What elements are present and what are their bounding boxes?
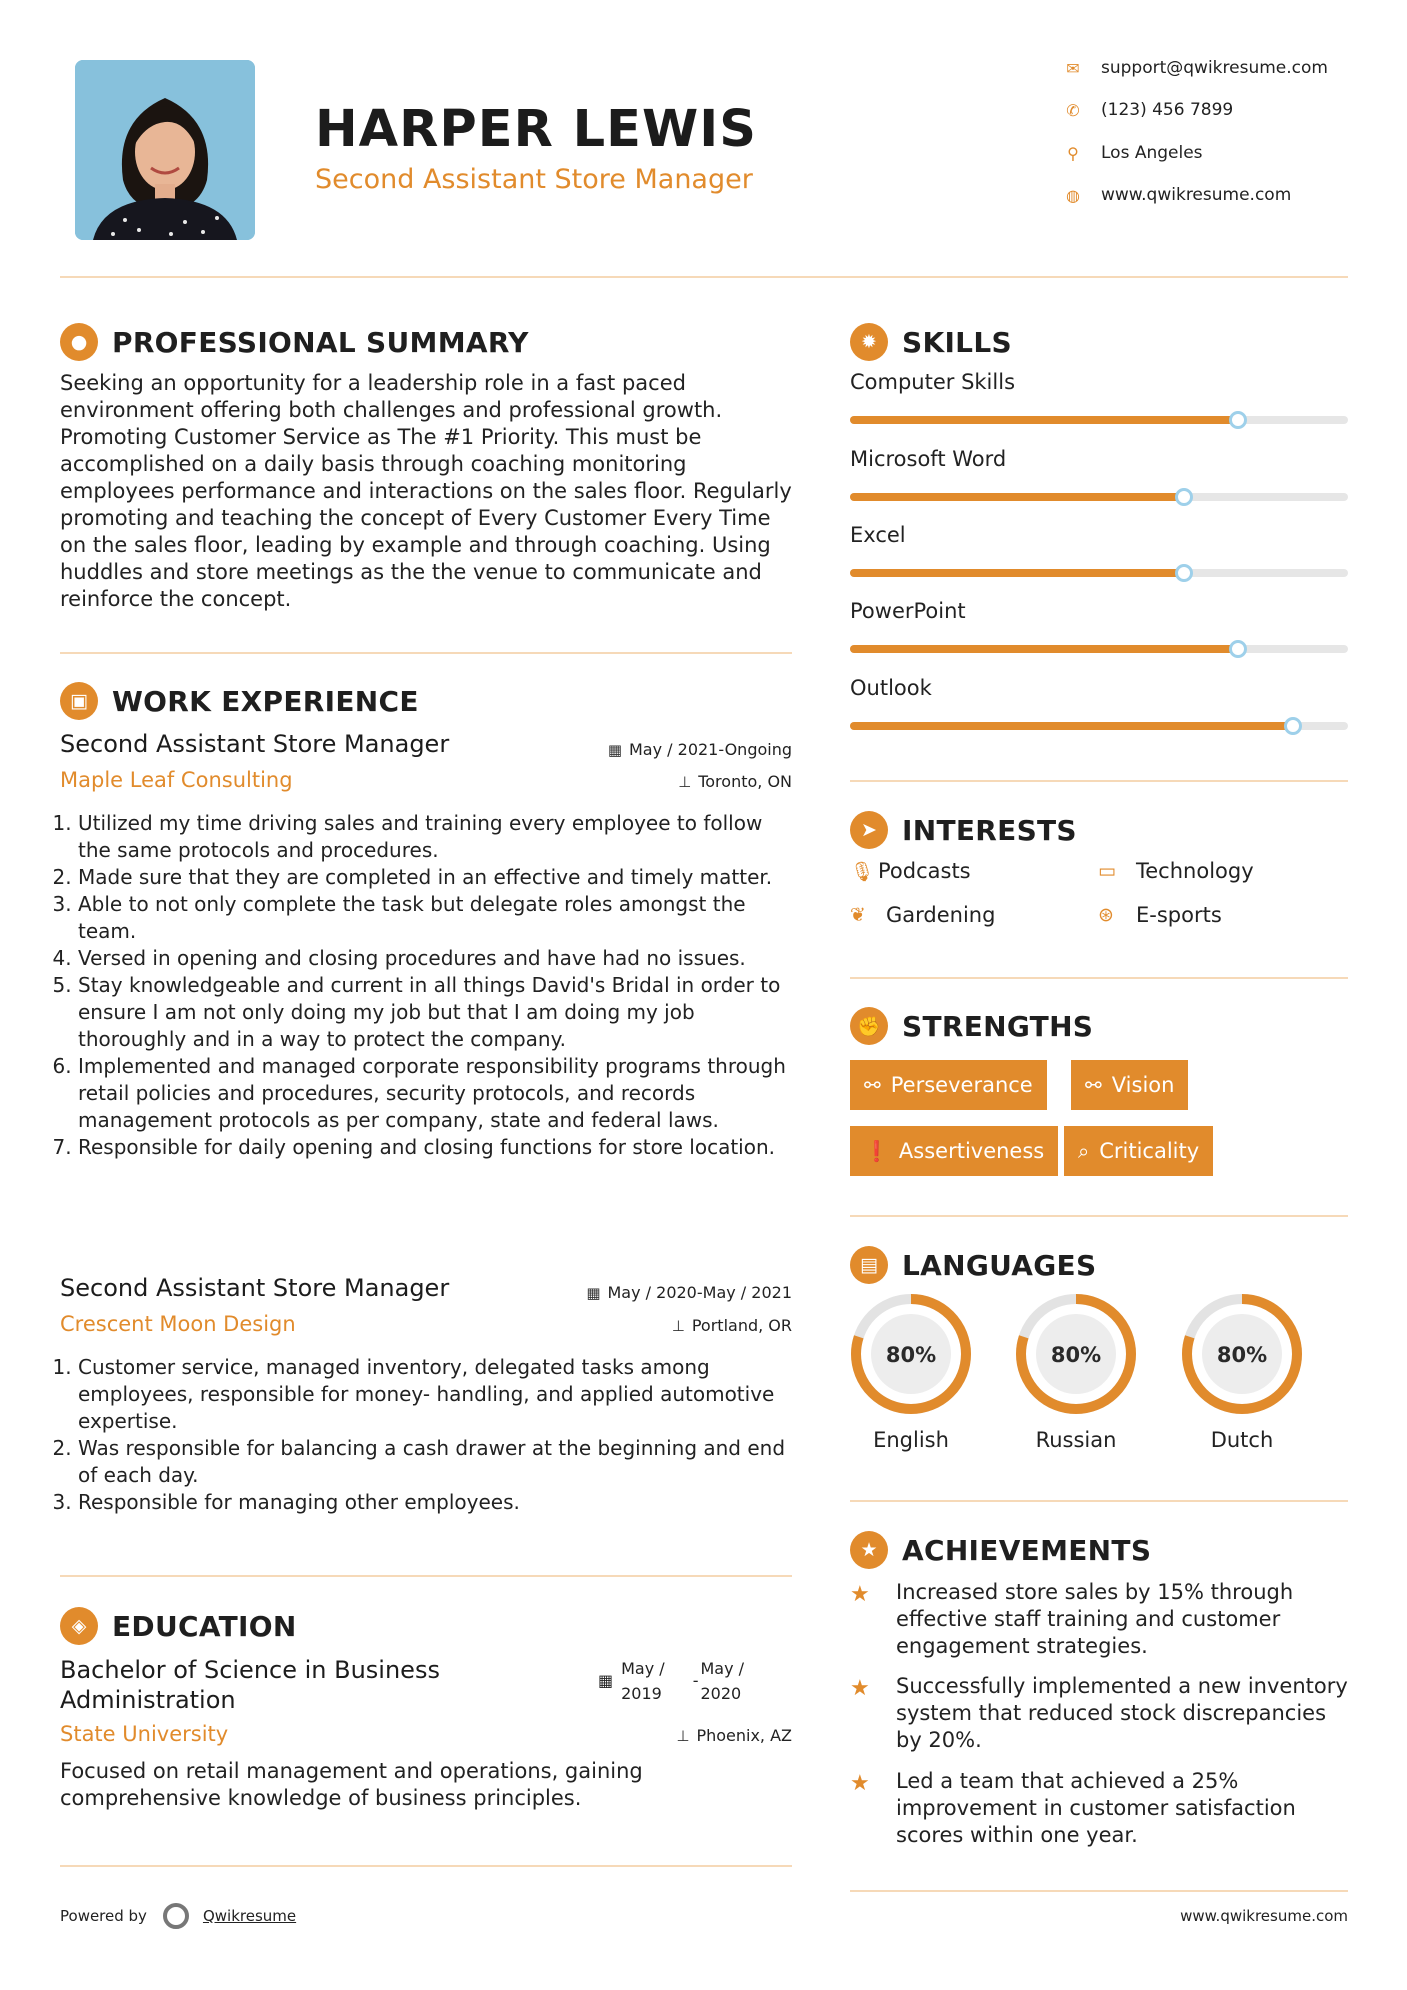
job-company: Maple Leaf Consulting <box>60 768 293 792</box>
skill-item <box>850 370 1348 447</box>
contact-website[interactable] <box>1055 185 1355 205</box>
list-item: 1. Utilized my time driving sales and training every employee to follow the same protocols and procedures. <box>78 810 795 864</box>
microphone-icon: 🎙︎ <box>850 860 875 883</box>
section-divider <box>850 780 1348 782</box>
laptop-icon: ▭ <box>1098 860 1116 882</box>
profile-photo <box>75 60 255 240</box>
skill-knob <box>1175 564 1193 582</box>
binoculars-icon: ⚯ <box>1085 1073 1102 1097</box>
section-divider <box>850 1215 1348 1217</box>
strength-tag: ❗ Assertiveness <box>850 1126 1058 1176</box>
job-date: ▦ May / 2020-May / 2021 <box>586 1283 792 1302</box>
skill-bar <box>850 416 1348 424</box>
contact-email[interactable] <box>1055 58 1355 78</box>
language-card-icon: ▤ <box>850 1246 888 1284</box>
education-heading: ◈ EDUCATION <box>60 1607 297 1645</box>
list-item: 3. Able to not only complete the task but delegate roles amongst the team. <box>78 891 795 945</box>
languages-heading: ▤ LANGUAGES <box>850 1246 1096 1284</box>
skills-list <box>850 370 1348 752</box>
language-item <box>849 1292 973 1420</box>
skill-bar <box>850 722 1348 730</box>
email-icon: ✉ <box>1066 58 1080 78</box>
education-dates: ▦ May / 2019 - May / 2020 <box>598 1656 744 1706</box>
skill-bar <box>850 645 1348 653</box>
list-item: 1. Customer service, managed inventory, delegated tasks among employees, responsible for money- handling, and applied automotive expertise. <box>78 1354 795 1435</box>
contact-location <box>1055 143 1355 163</box>
skills-heading: ✹ SKILLS <box>850 323 1012 361</box>
section-divider <box>60 1865 792 1867</box>
interest-item: ⊛ E-sports <box>1098 903 1222 927</box>
binoculars-icon: ⚯ <box>864 1073 881 1097</box>
skill-item <box>850 599 1348 676</box>
skill-knob <box>1229 640 1247 658</box>
skill-label: PowerPoint <box>850 599 966 623</box>
pin-icon: ⊥ <box>678 772 692 791</box>
list-item: 2. Made sure that they are completed in an effective and timely matter. <box>78 864 795 891</box>
pin-icon: ⊥ <box>671 1316 685 1335</box>
svg-text:80%: 80% <box>1216 1343 1268 1367</box>
location-pin-icon: ⚲ <box>1067 143 1079 163</box>
language-donut <box>849 1292 973 1416</box>
leaf-icon: ❦ <box>850 904 866 926</box>
skill-label: Excel <box>850 523 906 547</box>
section-divider <box>850 1890 1348 1892</box>
language-label: Russian <box>1035 1428 1117 1452</box>
skill-label: Microsoft Word <box>850 447 1007 471</box>
interest-item: ❦ Gardening <box>850 903 996 927</box>
star-icon: ★ <box>850 1676 870 1701</box>
summary-heading: ● PROFESSIONAL SUMMARY <box>60 323 529 361</box>
globe-icon: ◍ <box>1066 185 1080 205</box>
interests-heading: ➤ INTERESTS <box>850 811 1077 849</box>
briefcase-icon: ▣ <box>60 682 98 720</box>
language-donut <box>1014 1292 1138 1416</box>
powered-by: Powered by Qwikresume <box>60 1903 296 1929</box>
contact-phone[interactable] <box>1055 100 1355 120</box>
section-divider <box>850 1500 1348 1502</box>
section-divider <box>60 1575 792 1577</box>
list-item: 6. Implemented and managed corporate responsibility programs through retail policies and procedures, security protocols, and records management protocols as per company, state and federal laws. <box>78 1053 795 1134</box>
skill-bar <box>850 493 1348 501</box>
header-divider <box>60 276 1348 278</box>
interest-item: 🎙︎ Podcasts <box>850 859 971 883</box>
exclamation-icon: ❗ <box>864 1139 889 1163</box>
skill-knob <box>1284 717 1302 735</box>
language-item <box>1180 1292 1304 1420</box>
contact-text: support@qwikresume.com <box>1101 58 1328 78</box>
user-icon: ● <box>60 323 98 361</box>
list-item: 5. Stay knowledgeable and current in all things David's Bridal in order to ensure I am not only doing my job but that I am doing my job thoroughly and in a way to protect the company. <box>78 972 795 1053</box>
star-badge-icon: ★ <box>850 1531 888 1569</box>
school-name: State University <box>60 1722 229 1746</box>
education-location: ⊥ Phoenix, AZ <box>676 1726 792 1745</box>
job-company: Crescent Moon Design <box>60 1312 296 1336</box>
skill-bar <box>850 569 1348 577</box>
skill-item <box>850 523 1348 599</box>
contact-text: Los Angeles <box>1101 143 1203 163</box>
language-donut <box>1180 1292 1304 1416</box>
skill-label: Outlook <box>850 676 932 700</box>
qwikresume-logo-icon <box>163 1903 189 1929</box>
job-date: ▦ May / 2021-Ongoing <box>607 740 792 759</box>
star-icon: ★ <box>850 1582 870 1607</box>
search-icon: ⌕ <box>1078 1139 1090 1163</box>
skill-knob <box>1229 411 1247 429</box>
paper-plane-icon: ➤ <box>850 811 888 849</box>
footer-site-link[interactable]: www.qwikresume.com <box>1180 1907 1348 1925</box>
achievement-item: ★ Led a team that achieved a 25% improvement in customer satisfaction scores within one year. <box>850 1769 1296 1847</box>
candidate-title: Second Assistant Store Manager <box>315 164 753 195</box>
calendar-icon: ▦ <box>586 1283 601 1302</box>
job-title: Second Assistant Store Manager <box>60 730 450 758</box>
strengths-heading: ✊ STRENGTHS <box>850 1007 1093 1045</box>
degree-title: Bachelor of Science in Business Administration <box>60 1656 440 1714</box>
language-item <box>1014 1292 1138 1420</box>
skill-item <box>850 447 1348 523</box>
pin-icon: ⊥ <box>676 1726 690 1745</box>
experience-heading: ▣ WORK EXPERIENCE <box>60 682 419 720</box>
strength-tag: ⚯ Vision <box>1071 1060 1188 1110</box>
section-divider <box>60 652 792 654</box>
job-duties-list <box>60 810 795 1161</box>
strength-tag: ⚯ Perseverance <box>850 1060 1047 1110</box>
achievement-item: ★ Increased store sales by 15% through effective staff training and customer engagement strategies. <box>850 1580 1294 1658</box>
calendar-icon: ▦ <box>598 1671 614 1690</box>
section-divider <box>850 977 1348 979</box>
list-item: 7. Responsible for daily opening and closing functions for store location. <box>78 1134 795 1161</box>
list-item: 2. Was responsible for balancing a cash drawer at the beginning and end of each day. <box>78 1435 795 1489</box>
lifebuoy-icon: ⊛ <box>1098 904 1114 926</box>
summary-text: Seeking an opportunity for a leadership role in a fast paced environment offering both challenges and professional growth. Promoting Customer Service as The #1 Priority. This must be accomplished on a daily basis through coaching monitoring employees performance and interactions on the sales floor. Regularly promoting and teaching the concept of Every Customer Every Time on the sales floor, leading by example and through coaching. Using huddles and store meetings as the the venue to communicate and reinforce the concept. <box>60 371 792 611</box>
skill-knob <box>1175 488 1193 506</box>
achievement-item: ★ Successfully implemented a new inventory system that reduced stock discrepancies by 20%. <box>850 1674 1348 1752</box>
job-title: Second Assistant Store Manager <box>60 1274 450 1302</box>
language-label: English <box>873 1428 949 1452</box>
brand-link[interactable]: Qwikresume <box>202 1907 297 1925</box>
job-location: ⊥ Portland, OR <box>671 1316 792 1335</box>
language-label: Dutch <box>1210 1428 1274 1452</box>
education-description: Focused on retail management and operations, gaining comprehensive knowledge of business principles. <box>60 1759 643 1810</box>
contact-text: www.qwikresume.com <box>1101 185 1292 205</box>
phone-icon: ✆ <box>1066 100 1080 120</box>
svg-text:80%: 80% <box>885 1343 937 1367</box>
list-item: 3. Responsible for managing other employees. <box>78 1489 795 1516</box>
candidate-name: HARPER LEWIS <box>315 100 757 159</box>
fist-icon: ✊ <box>850 1007 888 1045</box>
graduation-icon: ◈ <box>60 1607 98 1645</box>
interest-item: ▭ Technology <box>1098 859 1254 883</box>
achievements-heading: ★ ACHIEVEMENTS <box>850 1531 1151 1569</box>
skill-label: Computer Skills <box>850 370 1016 394</box>
list-item: 4. Versed in opening and closing procedures and have had no issues. <box>78 945 795 972</box>
skill-item <box>850 676 1348 752</box>
calendar-icon: ▦ <box>607 740 622 759</box>
star-icon: ★ <box>850 1771 870 1796</box>
strength-tag: ⌕ Criticality <box>1064 1126 1213 1176</box>
svg-text:80%: 80% <box>1050 1343 1102 1367</box>
job-duties-list <box>60 1354 795 1516</box>
lightbulb-icon: ✹ <box>850 323 888 361</box>
contact-text: (123) 456 7899 <box>1101 100 1234 120</box>
job-location: ⊥ Toronto, ON <box>678 772 792 791</box>
